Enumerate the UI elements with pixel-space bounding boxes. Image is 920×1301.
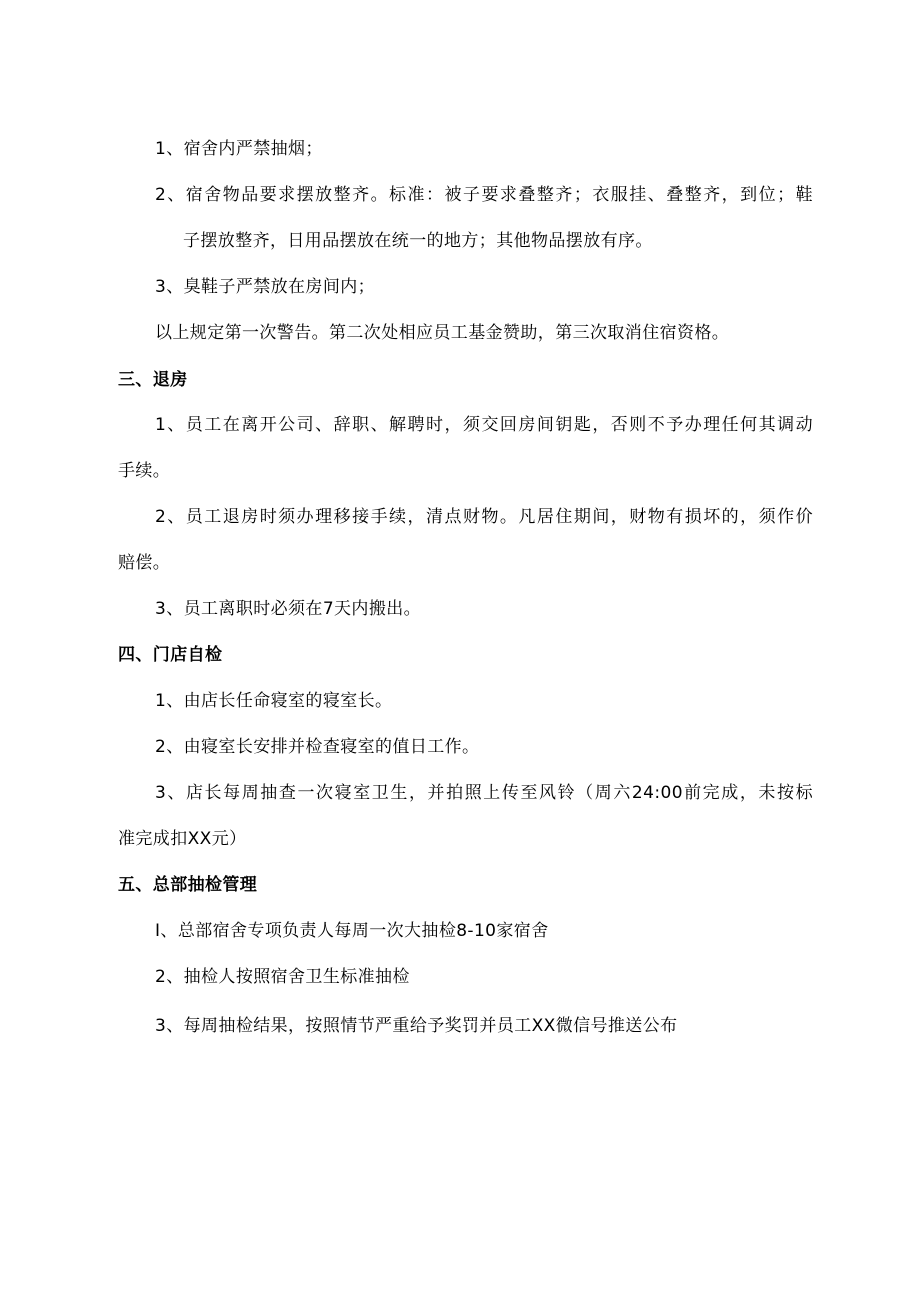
hq-inspection-item-3: 3、每周抽检结果，按照情节严重给予奖罚并员工XX微信号推送公布 — [155, 1016, 678, 1036]
checkout-item-1-line-1: 1、员工在离开公司、辞职、解聘时，须交回房间钥匙，否则不予办理任何其调动 — [155, 415, 813, 435]
checkout-item-3: 3、员工离职时必须在7天内搬出。 — [155, 599, 422, 619]
hq-inspection-item-2: 2、抽检人按照宿舍卫生标准抽检 — [155, 967, 410, 987]
section-heading-hq-inspection: 五、总部抽检管理 — [118, 875, 258, 895]
checkout-item-2-line-2: 赔偿。 — [118, 553, 171, 573]
checkout-item-1-line-2: 手续。 — [118, 461, 171, 481]
hq-inspection-item-1: I、总部宿舍专项负责人每周一次大抽检8-10家宿舍 — [155, 921, 549, 941]
self-check-item-3-line-1: 3、店长每周抽查一次寝室卫生，并拍照上传至风铃（周六24:00前完成，未按标 — [155, 783, 813, 803]
section-heading-store-self-check: 四、门店自检 — [118, 645, 223, 665]
rule-item-3: 3、臭鞋子严禁放在房间内； — [155, 277, 376, 297]
checkout-item-2-line-1: 2、员工退房时须办理移接手续，清点财物。凡居住期间，财物有损坏的，须作价 — [155, 507, 813, 527]
self-check-item-3-line-2: 准完成扣XX元） — [118, 829, 247, 849]
self-check-item-2: 2、由寝室长安排并检查寝室的值日工作。 — [155, 737, 480, 757]
rule-item-2-line-1: 2、宿舍物品要求摆放整齐。标准：被子要求叠整齐；衣服挂、叠整齐，到位；鞋 — [155, 185, 813, 205]
rule-item-2-line-2: 子摆放整齐，日用品摆放在统一的地方；其他物品摆放有序。 — [183, 231, 653, 251]
self-check-item-1: 1、由店长任命寝室的寝室长。 — [155, 691, 393, 711]
warning-note: 以上规定第一次警告。第二次处相应员工基金赞助，第三次取消住宿资格。 — [155, 323, 730, 343]
rule-item-1: 1、宿舍内严禁抽烟； — [155, 139, 323, 159]
section-heading-checkout: 三、退房 — [118, 370, 188, 390]
